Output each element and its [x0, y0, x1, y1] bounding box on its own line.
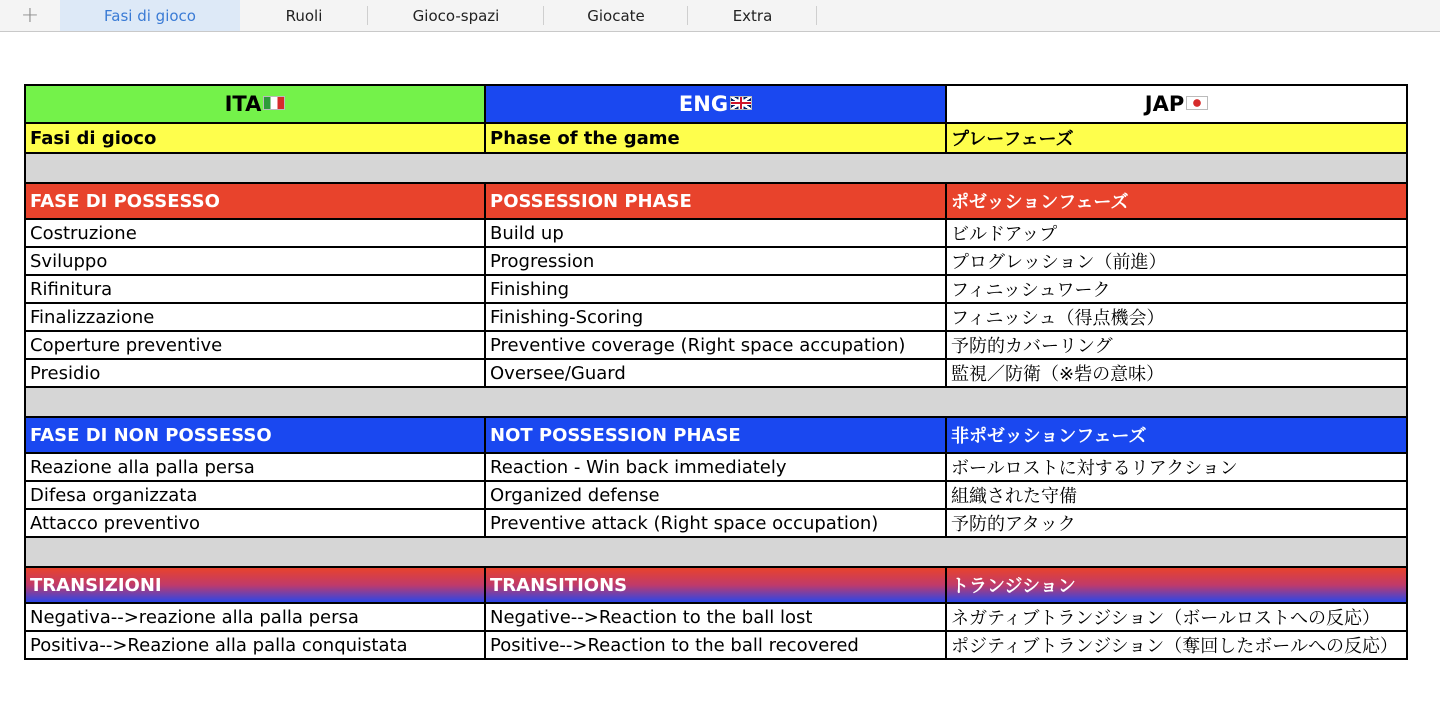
table-cell[interactable]: NOT POSSESSION PHASE	[485, 417, 946, 453]
table-cell[interactable]: 非ポゼッションフェーズ	[946, 417, 1407, 453]
table-cell[interactable]: プログレッション（前進）	[946, 247, 1407, 275]
table-cell[interactable]: Organized defense	[485, 481, 946, 509]
table-row	[25, 603, 1407, 631]
table-cell[interactable]: 監視／防衛（※砦の意味）	[946, 359, 1407, 387]
table-cell[interactable]: フィニッシュ（得点機会）	[946, 303, 1407, 331]
section-header-possession	[25, 183, 1407, 219]
tab-divider	[816, 6, 817, 25]
tab-gioco-spazi[interactable]	[368, 0, 544, 31]
table-row	[25, 275, 1407, 303]
spacer-cell[interactable]	[25, 153, 1407, 183]
table-cell[interactable]: Reazione alla palla persa	[25, 453, 485, 481]
table-cell[interactable]: Costruzione	[25, 219, 485, 247]
table-cell[interactable]: 予防的カバーリング	[946, 331, 1407, 359]
add-sheet-button[interactable]	[0, 0, 60, 31]
sheet-tab-bar	[0, 0, 1440, 32]
table-cell[interactable]: 予防的アタック	[946, 509, 1407, 537]
table-cell[interactable]: ビルドアップ	[946, 219, 1407, 247]
table-cell[interactable]: Preventive attack (Right space occupation)	[485, 509, 946, 537]
language-header-row	[25, 85, 1407, 123]
tab-fasi-di-gioco[interactable]	[60, 0, 240, 31]
table-cell[interactable]: ネガティブトランジション（ボールロストへの反応）	[946, 603, 1407, 631]
header-cell-jap[interactable]	[946, 85, 1407, 123]
table-cell[interactable]: Rifinitura	[25, 275, 485, 303]
japan-flag-icon	[1186, 96, 1208, 110]
table-cell[interactable]: Finishing-Scoring	[485, 303, 946, 331]
header-label-eng: ENG	[678, 92, 729, 116]
table-cell[interactable]: POSSESSION PHASE	[485, 183, 946, 219]
table-cell[interactable]: Attacco preventivo	[25, 509, 485, 537]
table-cell[interactable]: フィニッシュワーク	[946, 275, 1407, 303]
table-row	[25, 631, 1407, 659]
table-cell[interactable]: ポジティブトランジション（奪回したボールへの反応）	[946, 631, 1407, 659]
plus-icon: +	[20, 2, 40, 28]
section-header-non-possession	[25, 417, 1407, 453]
header-label-ita: ITA	[224, 92, 262, 116]
section-header-transitions	[25, 567, 1407, 603]
table-row	[25, 359, 1407, 387]
table-cell[interactable]: プレーフェーズ	[946, 123, 1407, 153]
table-cell[interactable]: TRANSIZIONI	[25, 567, 485, 603]
table-cell[interactable]: Fasi di gioco	[25, 123, 485, 153]
table-cell[interactable]: Negative-->Reaction to the ball lost	[485, 603, 946, 631]
table-cell[interactable]: Presidio	[25, 359, 485, 387]
table-cell[interactable]: Coperture preventive	[25, 331, 485, 359]
tab-label: Fasi di gioco	[104, 6, 196, 25]
header-label-jap: JAP	[1144, 92, 1185, 116]
table-cell[interactable]: Progression	[485, 247, 946, 275]
table-cell[interactable]: Oversee/Guard	[485, 359, 946, 387]
table-cell[interactable]: Finalizzazione	[25, 303, 485, 331]
table-cell[interactable]: Positiva-->Reazione alla palla conquistata	[25, 631, 485, 659]
spacer-cell[interactable]	[25, 537, 1407, 567]
spacer-row	[25, 537, 1407, 567]
table-row	[25, 509, 1407, 537]
header-cell-ita[interactable]	[25, 85, 485, 123]
table-cell[interactable]: Reaction - Win back immediately	[485, 453, 946, 481]
table-cell[interactable]: Finishing	[485, 275, 946, 303]
table-row	[25, 453, 1407, 481]
header-cell-eng[interactable]	[485, 85, 946, 123]
tab-label: Extra	[732, 6, 773, 25]
spacer-row	[25, 153, 1407, 183]
table-cell[interactable]: Phase of the game	[485, 123, 946, 153]
table-cell[interactable]: FASE DI NON POSSESSO	[25, 417, 485, 453]
tab-giocate[interactable]	[544, 0, 688, 31]
uk-flag-icon	[730, 96, 752, 110]
table-cell[interactable]: Positive-->Reaction to the ball recovered	[485, 631, 946, 659]
table-cell[interactable]: 組織された守備	[946, 481, 1407, 509]
table-row	[25, 331, 1407, 359]
table-cell[interactable]: Preventive coverage (Right space accupation)	[485, 331, 946, 359]
table-cell[interactable]: トランジション	[946, 567, 1407, 603]
table-row	[25, 481, 1407, 509]
sheet-tabs	[60, 0, 817, 31]
table-cell[interactable]: ポゼッションフェーズ	[946, 183, 1407, 219]
game-phases-table	[24, 84, 1408, 660]
spacer-row	[25, 387, 1407, 417]
subheader-row	[25, 123, 1407, 153]
tab-extra[interactable]	[688, 0, 817, 31]
table-cell[interactable]: FASE DI POSSESSO	[25, 183, 485, 219]
table-row	[25, 247, 1407, 275]
table-cell[interactable]: Difesa organizzata	[25, 481, 485, 509]
tab-label: Gioco-spazi	[412, 6, 500, 25]
table-row	[25, 219, 1407, 247]
table-cell[interactable]: Sviluppo	[25, 247, 485, 275]
spacer-cell[interactable]	[25, 387, 1407, 417]
italy-flag-icon	[263, 96, 285, 110]
tab-label: Ruoli	[285, 6, 323, 25]
table-cell[interactable]: TRANSITIONS	[485, 567, 946, 603]
table-cell[interactable]: Build up	[485, 219, 946, 247]
tab-ruoli[interactable]	[240, 0, 368, 31]
table-cell[interactable]: ボールロストに対するリアクション	[946, 453, 1407, 481]
table-row	[25, 303, 1407, 331]
table-cell[interactable]: Negativa-->reazione alla palla persa	[25, 603, 485, 631]
tab-label: Giocate	[587, 6, 645, 25]
